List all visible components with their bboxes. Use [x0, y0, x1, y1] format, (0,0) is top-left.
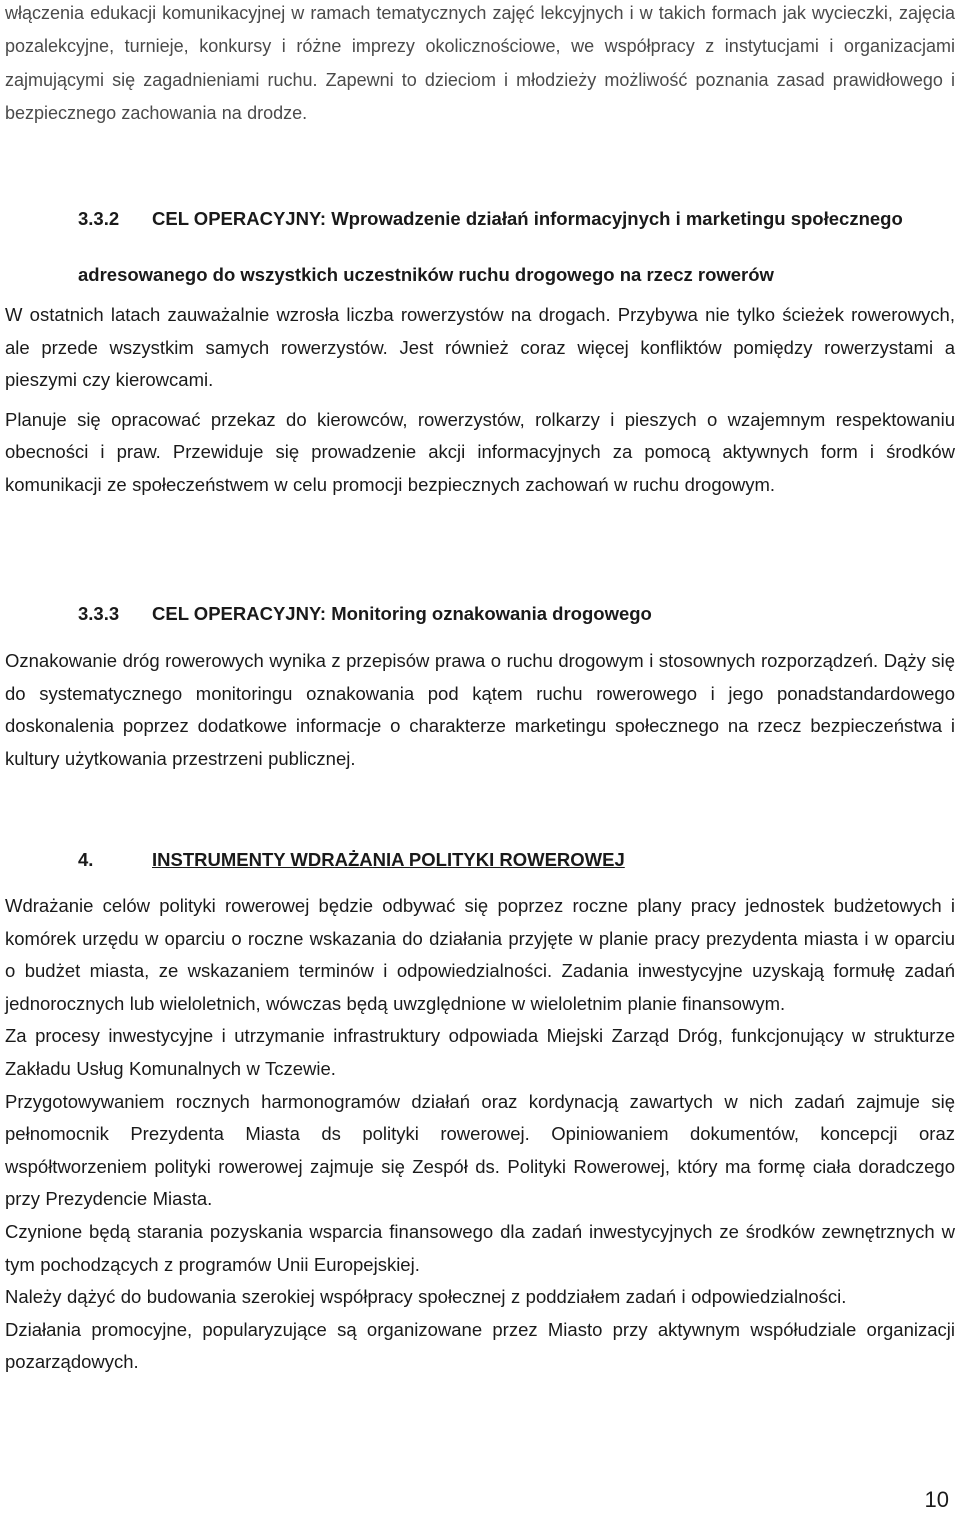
section-heading-3-3-3	[78, 597, 958, 630]
body-paragraph: W ostatnich latach zauważalnie wzrosła liczba rowerzystów na drogach. Przybywa nie tylko ścieżek rowerowych, ale przede wszystkim samych rowerzystów. Jest również coraz więcej konfliktów pomiędzy rowerzystami a pieszymi czy kierowcami.	[5, 304, 955, 391]
section-heading-3-3-2	[78, 191, 958, 303]
section-body-3-3-2	[5, 299, 955, 502]
body-paragraph: Planuje się opracować przekaz do kierowców, rowerzystów, rolkarzy i pieszych o wzajemnym respektowaniu obecności i praw. Przewiduje się prowadzenie akcji informacyjnych za pomocą aktywnych form i środków komunikacji ze społeczeństwem w celu promocji bezpiecznych zachowań w ruchu drogowym.	[5, 408, 955, 495]
page-number: 10	[924, 1487, 949, 1512]
intro-paragraph: włączenia edukacji komunikacyjnej w ramach tematycznych zajęć lekcyjnych i w takich formach jak wycieczki, zajęcia pozalekcyjne, turnieje, konkursy i różne imprezy okolicznościowe, we współpracy z instytucjami i organizacjami zajmującymi się zagadnieniami ruchu. Zapewni to dzieciom i młodzieży możliwość poznania zasad prawidłowego i bezpiecznego zachowania na drodze.	[5, 3, 955, 123]
section-title: CEL OPERACYJNY: Wprowadzenie działań informacyjnych i marketingu społecznego adresowanego do wszystkich uczestników ruchu drogowego na rzecz rowerów	[78, 208, 903, 285]
document-page	[5, 0, 955, 1513]
chapter-body-4	[5, 890, 955, 1379]
chapter-title: INSTRUMENTY WDRAŻANIA POLITYKI ROWEROWEJ	[152, 849, 625, 870]
section-title: CEL OPERACYJNY: Monitoring oznakowania drogowego	[152, 603, 652, 624]
body-paragraph: Przygotowywaniem rocznych harmonogramów działań oraz kordynacją zawartych w nich zadań zajmuje się pełnomocnik Prezydenta Miasta ds polityki rowerowej. Opiniowaniem dokumentów, koncepcji oraz współtworzeniem polityki rowerowej zajmuje się Zespół ds. Polityki Rowerowej, który ma formę ciała doradczego przy Prezydencie Miasta.	[5, 1090, 955, 1210]
section-number: 3.3.3	[78, 603, 120, 624]
body-paragraph: Czynione będą starania pozyskania wsparcia finansowego dla zadań inwestycyjnych ze środków zewnętrznych w tym pochodzących z programów Unii Europejskiej.	[5, 1220, 955, 1275]
body-paragraph: Oznakowanie dróg rowerowych wynika z przepisów prawa o ruchu drogowym i stosownych rozporządzeń. Dąży się do systematycznego monitoringu oznakowania pod kątem ruchu rowerowego i jego ponadstandardowego doskonalenia poprzez dodatkowe informacje o charakterze marketingu społecznego na rzecz bezpieczeństwa i kultury użytkowania przestrzeni publicznej.	[5, 650, 955, 769]
body-paragraph: Wdrażanie celów polityki rowerowej będzie odbywać się poprzez roczne plany pracy jednostek budżetowych i komórek urzędu w oparciu o roczne wskazania do działania przyjęte w planie pracy prezydenta miasta i w oparciu o budżet miasta, ze wskazaniem terminów i odpowiedzialności. Zadania inwestycyjne uzyskają formułę zadań jednorocznych lub wieloletnich, wówczas będą uwzględnione w wieloletnim planie finansowym.	[5, 895, 955, 1014]
body-paragraph: Działania promocyjne, popularyzujące są organizowane przez Miasto przy aktywnym współudziale organizacji pozarządowych.	[5, 1318, 955, 1373]
body-paragraph: Za procesy inwestycyjne i utrzymanie infrastruktury odpowiada Miejski Zarząd Dróg, funkcjonujący w strukturze Zakładu Usług Komunalnych w Tczewie.	[5, 1025, 955, 1079]
chapter-number: 4.	[78, 849, 94, 870]
chapter-heading-4	[78, 843, 958, 876]
section-body-3-3-3	[5, 645, 955, 775]
section-number: 3.3.2	[78, 208, 120, 229]
body-paragraph: Należy dążyć do budowania szerokiej współpracy społecznej z poddziałem zadań i odpowiedzialności.	[5, 1286, 847, 1308]
